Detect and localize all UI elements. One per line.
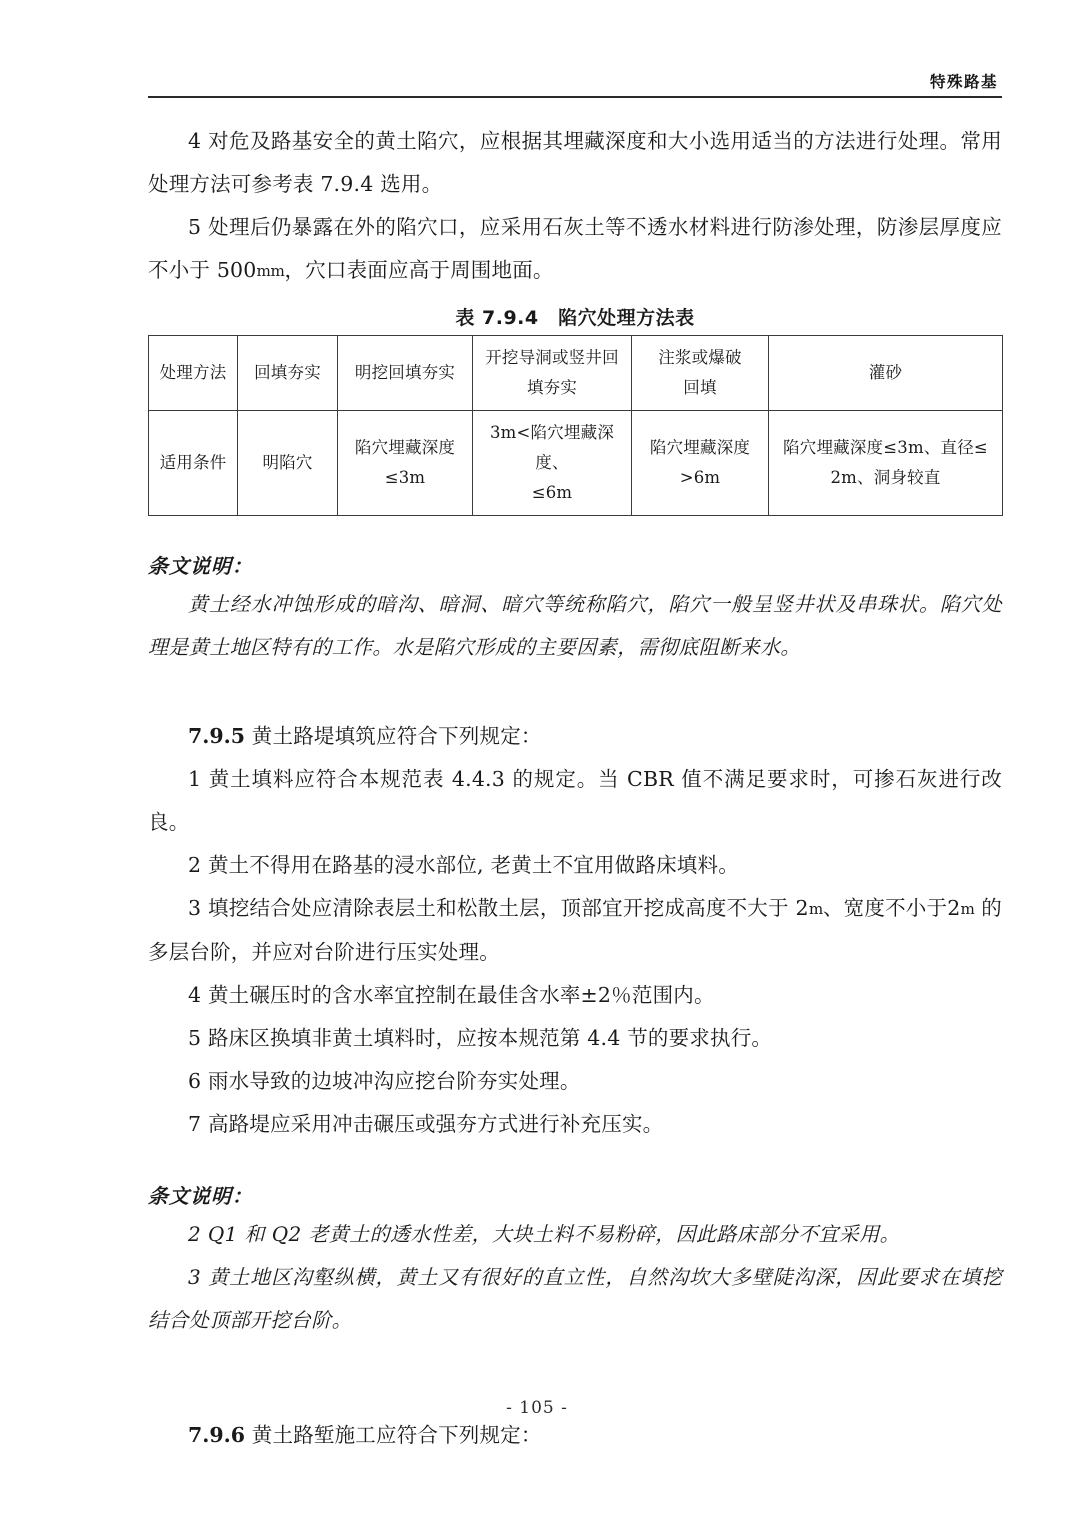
table-cell-row1-col2 [338,411,473,516]
clause-795-item-4: 4 黄土碾压时的含水率宜控制在最佳含水率±2％范围内。 [188,983,715,1007]
table-cell-row0-col1: 回填夯实 [238,336,338,411]
unit-millimeter: mm [256,262,285,280]
table-cell-row1-col3-line1: 3m<陷穴埋藏深度、 [489,423,615,472]
table-cell-row0-col4 [632,336,769,411]
table-row [149,411,1003,516]
table-cell-row1-col2-line1: 陷穴埋藏深度 [354,438,456,457]
page-footer [0,1398,1074,1418]
table-cell-row1-label: 适用条件 [149,411,238,516]
table-row [149,336,1003,411]
unit-meter-2: m [960,900,975,918]
table-cell-row1-col1: 明陷穴 [238,411,338,516]
clause-795-item-7: 7 高路堤应采用冲击碾压或强夯方式进行补充压实。 [188,1112,664,1136]
header-rule [148,96,1002,98]
clause-795-heading [148,715,1002,758]
page-header [148,72,1002,98]
table-cell-row0-col5: 灌砂 [769,336,1003,411]
paragraph-item-5-part-b: ，穴口表面应高于周围地面。 [284,258,554,282]
clause-796-number: 7.9.6 [188,1423,246,1447]
paragraph-item-5-part-a: 5 处理后仍暴露在外的陷穴口，应采用石灰土等不透水材料进行防渗处理，防渗层厚度应不小于 500 [148,215,1002,282]
table-cell-row0-col2: 明挖回填夯实 [338,336,473,411]
explanation-paragraph-2-item-2: 2 Q1 和 Q2 老黄土的透水性差，大块土料不易粉碎，因此路床部分不宜采用。 [188,1222,900,1246]
table-cell-row0-col4-line1: 注浆或爆破 [658,348,742,367]
table-cell-row0-label: 处理方法 [149,336,238,411]
explanation-heading-2: 条文说明： [147,1184,254,1208]
table-cell-row0-col3 [473,336,632,411]
unit-meter-1: m [808,900,823,918]
spacer [148,1342,1002,1388]
explanation-paragraph-2-item-3: 3 黄土地区沟壑纵横，黄土又有很好的直立性，自然沟坎大多壁陡沟深，因此要求在填挖结合处顶部开挖台阶。 [148,1265,1002,1332]
page-content [148,120,1002,1457]
table-cell-row1-col5-line1: 陷穴埋藏深度≤3m、直径≤ [783,438,988,457]
clause-795-item-3-part-c: 的多层台阶，并应对台阶进行压实处理。 [148,896,1002,964]
table-cell-row1-col3-line2: ≤6m [531,483,573,502]
table-cell-row0-col3-line2: 填夯实 [526,378,578,397]
clause-796-title: 黄土路堑施工应符合下列规定： [251,1423,542,1447]
table-cell-row1-col4-line1: 陷穴埋藏深度 [649,438,751,457]
clause-795-item-3 [148,887,1002,974]
clause-795-item-3-part-a: 3 填挖结合处应清除表层土和松散土层，顶部宜开挖成高度不大于 2 [188,896,809,920]
page-number: - 105 - [506,1398,568,1418]
clause-795-title: 黄土路堤填筑应符合下列规定： [251,724,542,748]
clause-795-item-3-part-b: 、宽度不小于2 [822,896,961,920]
table-cell-row1-col4-line2: >6m [679,468,721,487]
table-cell-row1-col5-line2: 2m、洞身较直 [830,468,941,487]
clause-796-heading [148,1414,1002,1457]
table-cell-row1-col3 [473,411,632,516]
paragraph-item-4: 4 对危及路基安全的黄土陷穴，应根据其埋藏深度和大小选用适当的方法进行处理。常用处理方法可参考表 7.9.4 选用。 [148,129,1002,196]
clause-795-item-5: 5 路床区换填非黄土填料时，应按本规范第 4.4 节的要求执行。 [188,1026,773,1050]
clause-795-item-2: 2 黄土不得用在路基的浸水部位, 老黄土不宜用做路床填料。 [188,853,739,877]
explanation-paragraph-1: 黄土经水冲蚀形成的暗沟、暗洞、暗穴等统称陷穴，陷穴一般呈竖井状及串珠状。陷穴处理是黄土地区特有的工作。水是陷穴形成的主要因素，需彻底阻断来水。 [148,592,1002,659]
chaoxue-treatment-method-table [148,335,1003,516]
clause-795-item-1: 1 黄土填料应符合本规范表 4.4.3 的规定。当 CBR 值不满足要求时，可掺石灰进行改良。 [148,767,1002,834]
explanation-heading-1: 条文说明： [147,554,254,578]
header-title: 特殊路基 [929,72,998,91]
table-cell-row1-col4 [632,411,769,516]
table-cell-row1-col2-line2: ≤3m [384,468,426,487]
spacer [148,669,1002,715]
table-caption: 表 7.9.4 陷穴处理方法表 [455,307,695,329]
table-cell-row1-col5 [769,411,1003,516]
table-cell-row0-col3-line1: 开挖导洞或竖井回 [485,348,619,367]
paragraph-item-5 [148,206,1002,293]
clause-795-item-6: 6 雨水导致的边坡冲沟应挖台阶夯实处理。 [188,1069,581,1093]
clause-795-number: 7.9.5 [188,724,246,748]
table-cell-row0-col4-line2: 回填 [683,378,717,397]
